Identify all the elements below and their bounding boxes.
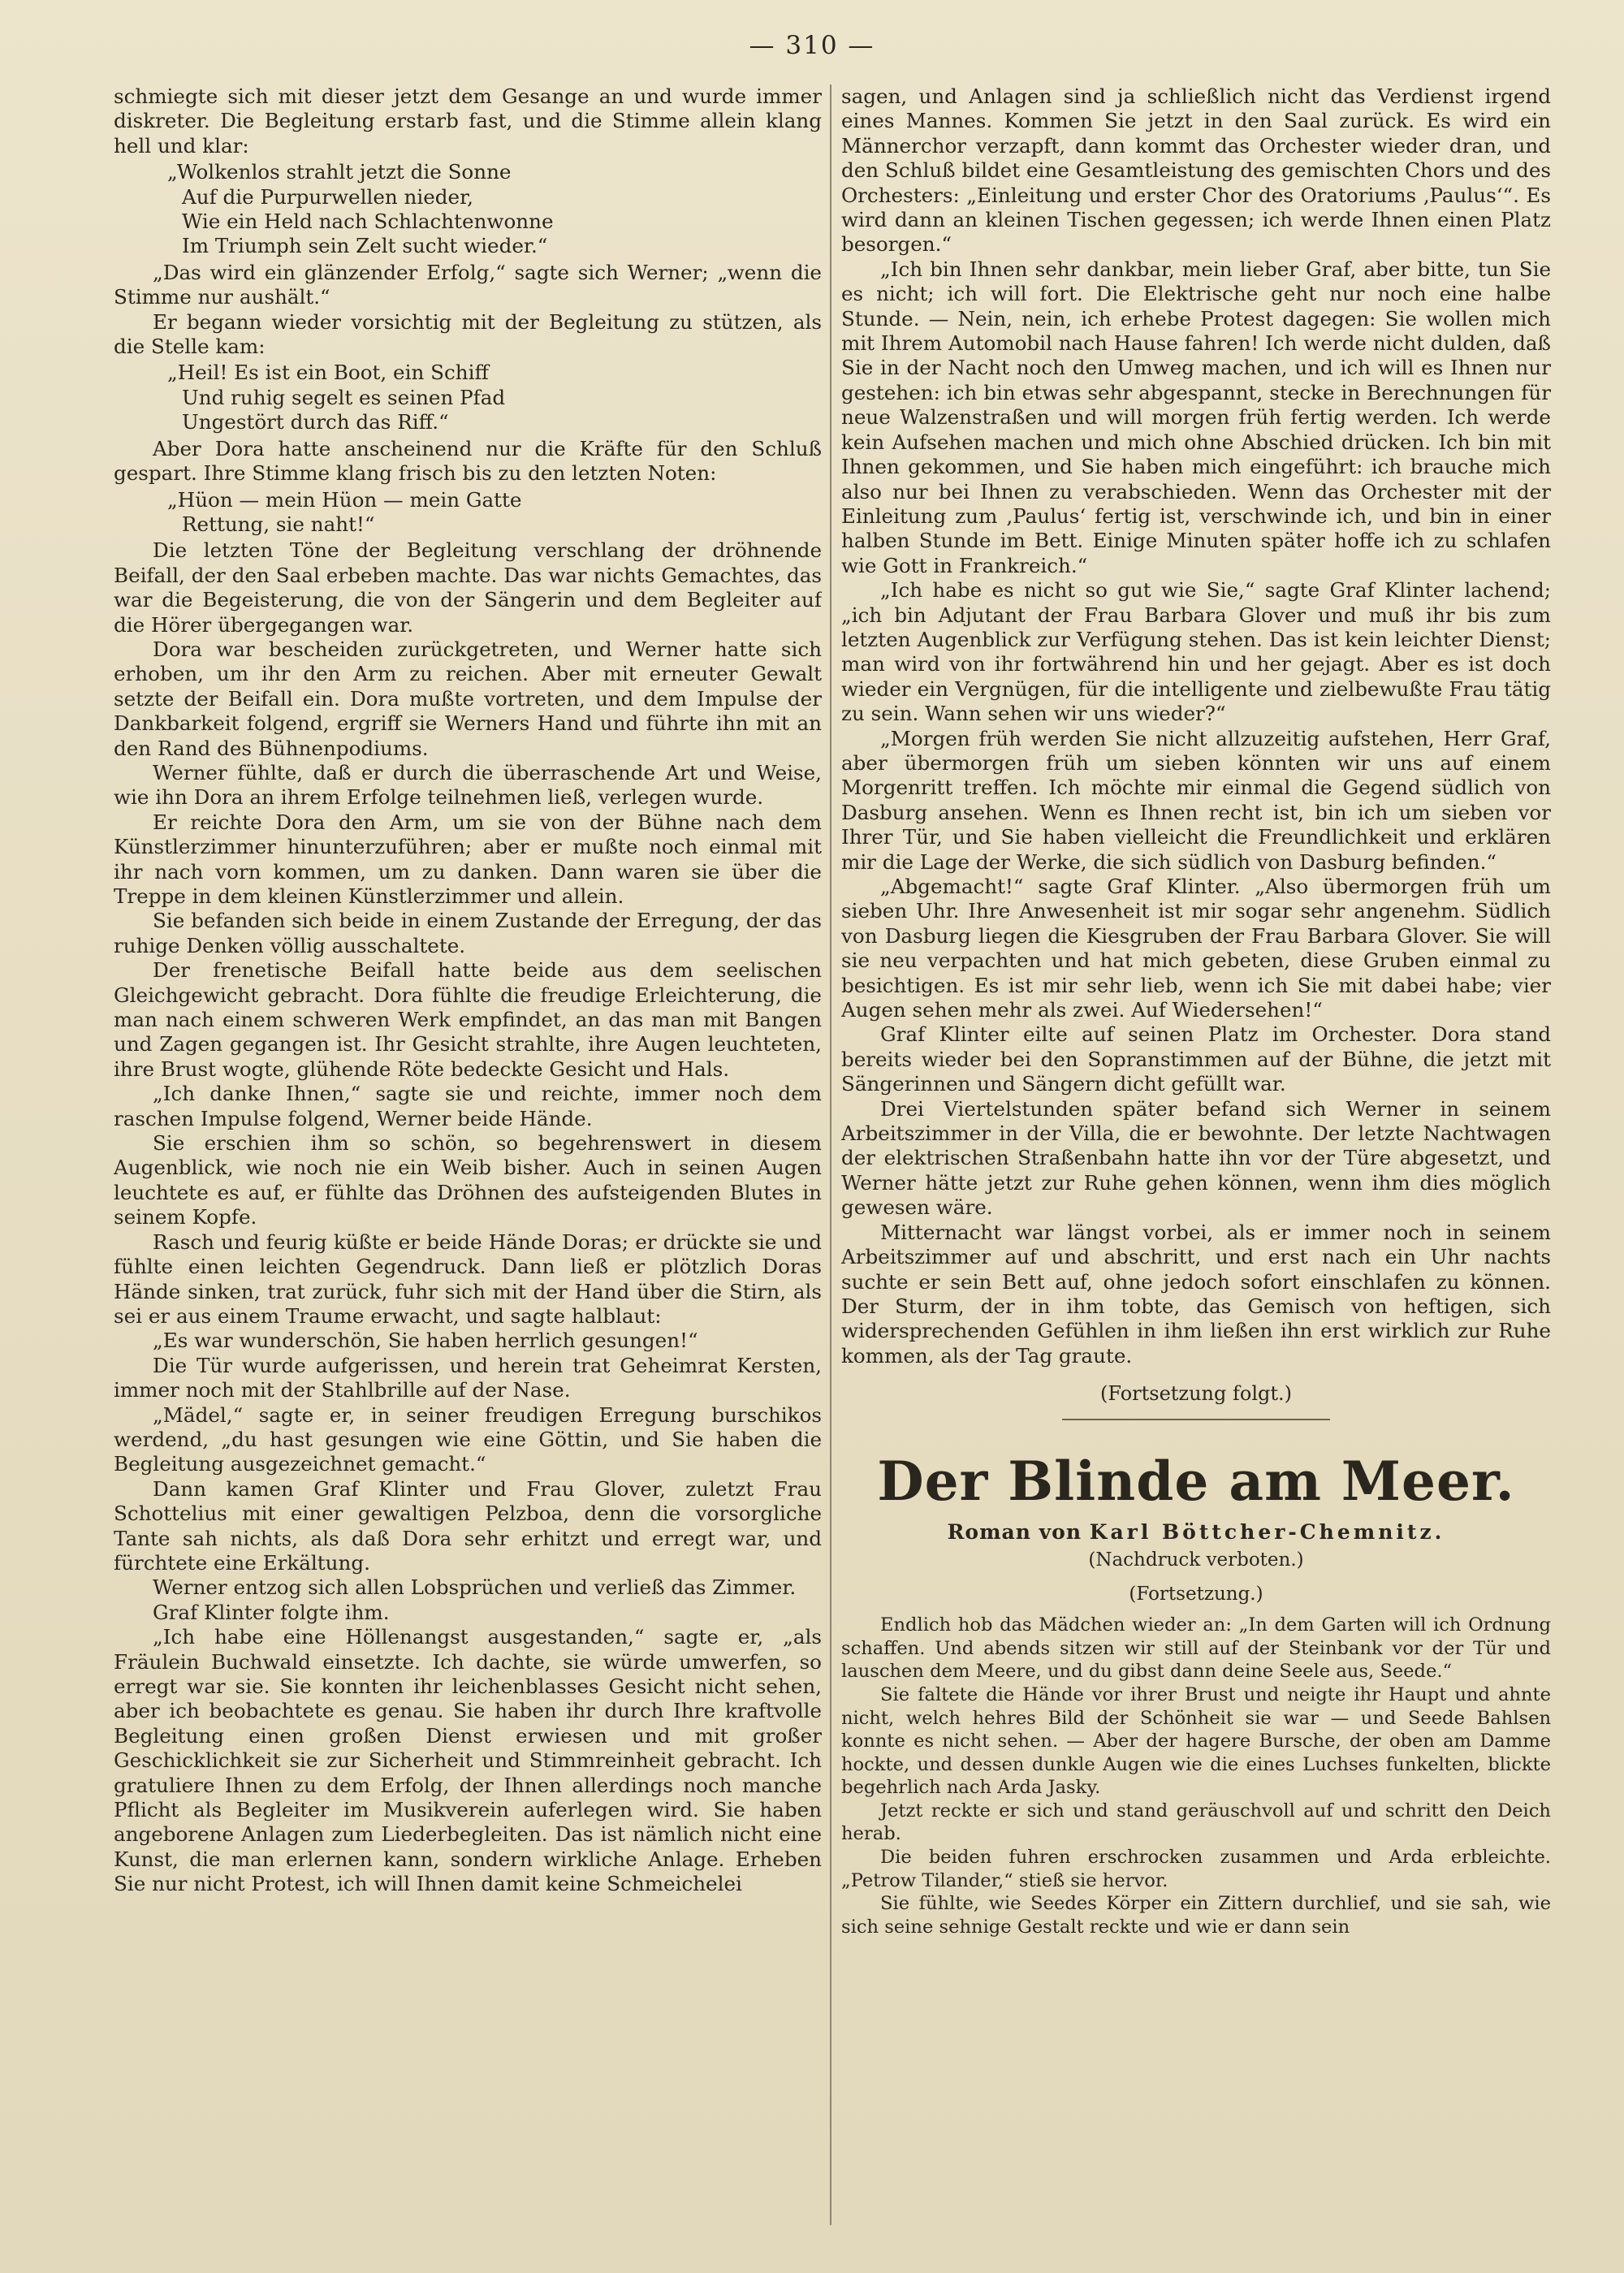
paragraph: „Ich bin Ihnen sehr dankbar, mein lieber Graf, aber bitte, tun Sie es nicht; ich will fort. Die Elektrische geht nur noch eine halbe Stunde. — Nein, nein, ich erhebe Protest dagegen: Sie wollen mich mit Ihrem Automobil nach Hause fahren! Ich werde nicht dulden, daß Sie in der Nacht noch den Umweg machen, und ich will es Ihnen nur gestehen: ich bin etwas sehr abgespannt, stecke in Berechnungen für neue Walzenstraßen und will morgen früh fertig werden. Ich werde kein Aufsehen machen und mich ohne Abschied drücken. Ich bin mit Ihnen gekommen, und Sie haben mich eingeführt: ich brauche mich also nur bei Ihnen zu verabschieden. Wenn das Orchester mit der Einleitung zum ‚Paulus‘ fertig ist, verschwinde ich, und bin in einer halben Stunde im Bett. Einige Minuten später hoffe ich zu schlafen wie Gott in Frankreich.“ <box>841 257 1551 577</box>
section-divider <box>1062 1419 1330 1420</box>
paragraph: Sie erschien ihm so schön, so begehrenswert in diesem Augenblick, wie noch nie ein Weib bisher. Auch in seinen Augen leuchtete es auf, er fühlte das Dröhnen des aufsteigenden Blutes in seinem Kopfe. <box>114 1131 822 1229</box>
paragraph: Mitternacht war längst vorbei, als er immer noch in seinem Arbeitszimmer auf und abschritt, und erst nach ein Uhr nachts suchte er sein Bett auf, ohne jedoch sofort einschlafen zu können. Der Sturm, der in ihm tobte, das Gemisch von heftigen, sich widersprechenden Gefühlen in ihm ließen ihn erst wirklich zur Ruhe kommen, als der Tag graute. <box>841 1220 1551 1368</box>
verse-line: Und ruhig segelt es seinen Pfad <box>182 385 506 409</box>
verse-line: „Heil! Es ist ein Boot, ein Schiff <box>167 361 489 385</box>
paragraph: „Morgen früh werden Sie nicht allzuzeitig aufstehen, Herr Graf, aber übermorgen früh um sieben könnten wir uns auf einem Morgenritt treffen. Ich möchte mir einmal die Gegend südlich von Dasburg ansehen. Wenn es Ihnen recht ist, bin ich um sieben vor Ihrer Tür, und Sie haben vielleicht die Freundlichkeit und erklären mir die Lage der Werke, die sich südlich von Dasburg befinden.“ <box>841 726 1551 874</box>
left-column <box>114 84 822 2245</box>
verse-block <box>114 160 822 259</box>
verse-line: Im Triumph sein Zelt sucht wieder.“ <box>182 234 548 258</box>
continued-note: (Fortsetzung folgt.) <box>1100 1382 1292 1406</box>
paragraph: Die letzten Töne der Begleitung verschlang der dröhnende Beifall, der den Saal erbeben machte. Das war nichts Gemachtes, das war die Begeisterung, die von der Sängerin und dem Begleiter auf die Hörer übergegangen war. <box>114 538 822 637</box>
paragraph: Dora war bescheiden zurückgetreten, und Werner hatte sich erhoben, um ihr den Arm zu reichen. Aber mit erneuter Gewalt setzte der Beifall ein. Dora mußte vortreten, und dem Impulse der Dankbarkeit folgend, ergriff sie Werners Hand und führte ihn mit an den Rand des Bühnenpodiums. <box>114 637 822 760</box>
story-paragraph: Endlich hob das Mädchen wieder an: „In dem Garten will ich Ordnung schaffen. Und abends sitzen wir still auf der Steinbank vor der Tür und lauschen dem Meere, und du gibst dann deine Seele aus, Seede.“ <box>841 1614 1551 1683</box>
continuation-label: (Fortsetzung.) <box>1129 1584 1263 1605</box>
reprint-note: (Nachdruck verboten.) <box>1088 1549 1304 1571</box>
story-byline <box>841 1519 1551 1545</box>
verse-block <box>114 361 822 434</box>
paragraph: Graf Klinter eilte auf seinen Platz im Orchester. Dora stand bereits wieder bei den Sopranstimmen auf der Bühne, die jetzt mit Sängerinnen und Sängern dicht gefüllt war. <box>841 1022 1551 1096</box>
story-paragraph: Jetzt reckte er sich und stand geräuschvoll auf und schritt den Deich herab. <box>841 1800 1551 1845</box>
verse-line: „Wolkenlos strahlt jetzt die Sonne <box>167 160 512 184</box>
paragraph: sagen, und Anlagen sind ja schließlich nicht das Verdienst irgend eines Mannes. Kommen Sie jetzt in den Saal zurück. Es wird ein Männerchor verzapft, dann kommt das Orchester wieder dran, und den Schluß bildet eine Gesamtleistung des gemischten Chors und des Orchesters: „Einleitung und erster Chor des Oratoriums ‚Paulus‘“. Es wird dann an kleinen Tischen gegessen; ich werde Ihnen einen Platz besorgen.“ <box>841 84 1551 257</box>
paragraph: „Ich danke Ihnen,“ sagte sie und reichte, immer noch dem raschen Impulse folgend, Werner beide Hände. <box>114 1082 822 1130</box>
verse-line: „Hüon — mein Hüon — mein Gatte <box>167 487 522 512</box>
story-body <box>841 1614 1551 1938</box>
paragraph: „Ich habe es nicht so gut wie Sie,“ sagte Graf Klinter lachend; „ich bin Adjutant der Frau Barbara Glover und muß ihr bis zum letzten Augenblick zur Verfügung stehen. Das ist kein leichter Dienst; man wird von ihr fortwährend hin und her gejagt. Aber es ist doch wieder ein Vergnügen, für die intelligente und zielbewußte Frau tätig zu sein. Wann sehen wir uns wieder?“ <box>841 578 1551 726</box>
paragraph: Sie befanden sich beide in einem Zustande der Erregung, der das ruhige Denken völlig ausschaltete. <box>114 909 822 957</box>
paragraph: „Das wird ein glänzender Erfolg,“ sagte sich Werner; „wenn die Stimme nur aushält.“ <box>114 260 822 309</box>
verse-line: Rettung, sie naht!“ <box>182 512 375 536</box>
author-name: Karl Böttcher-Chemnitz. <box>1089 1520 1445 1545</box>
paragraph: Er begann wieder vorsichtig mit der Begleitung zu stützen, als die Stelle kam: <box>114 309 822 359</box>
verse-block <box>114 488 822 538</box>
verse-line: Wie ein Held nach Schlachtenwonne <box>182 210 554 234</box>
paragraph: Er reichte Dora den Arm, um sie von der Bühne nach dem Künstlerzimmer hinunterzuführen; aber er mußte noch einmal mit ihr nach vorn kommen, um zu danken. Dann waren sie über die Treppe in dem kleinen Künstlerzimmer und allein. <box>114 810 822 908</box>
verse-line: Auf die Purpurwellen nieder, <box>182 184 473 209</box>
paragraph: Dann kamen Graf Klinter und Frau Glover, zuletzt Frau Schottelius mit einer gewaltigen Pelzboa, denn die vorsorgliche Tante sah nichts, als daß Dora sehr erhitzt und erregt war, und fürchtete eine Erkältung. <box>114 1476 822 1575</box>
paragraph: Graf Klinter folgte ihm. <box>153 1600 390 1624</box>
paragraph: Die Tür wurde aufgerissen, und herein trat Geheimrat Kersten, immer noch mit der Stahlbrille auf der Nase. <box>114 1353 822 1402</box>
paragraph: „Ich habe eine Höllenangst ausgestanden,“ sagte er, „als Fräulein Buchwald einsetzte. Ich dachte, sie würde umwerfen, so erregt war sie. Sie konnten ihr leichenblasses Gesicht nicht sehen, aber ich beobachtete es genau. Sie haben ihr durch Ihre kraftvolle Begleitung einen großen Dienst erwiesen und mit großer Geschicklichkeit sie zur Sicherheit und Stimmreinheit gebracht. Ich gratuliere Ihnen zu dem Erfolg, der Ihnen allerdings noch manche Pflicht als Begleiter im Musikverein auferlegen wird. Sie haben angeborene Anlagen zum Liederbegleiten. Das ist nämlich nicht eine Kunst, die man erlernen kann, sondern wirkliche Anlage. Erheben Sie nur nicht Protest, ich will Ihnen damit keine Schmeichelei <box>114 1625 822 1896</box>
paragraph: „Es war wunderschön, Sie haben herrlich gesungen!“ <box>153 1329 698 1353</box>
column-divider <box>830 84 831 2225</box>
paragraph: Der frenetische Beifall hatte beide aus dem seelischen Gleichgewicht gebracht. Dora fühlte die freudige Erleichterung, die man nach einem schweren Werk empfindet, an das man mit Bangen und Zagen gegangen ist. Ihr Gesicht strahlte, ihre Augen leuchteten, ihre Brust wogte, glühende Röte bedeckte Gesicht und Hals. <box>114 958 822 1081</box>
paragraph: schmiegte sich mit dieser jetzt dem Gesange an und wurde immer diskreter. Die Begleitung erstarb fast, und die Stimme allein klang hell und klar: <box>114 84 822 158</box>
paragraph: „Abgemacht!“ sagte Graf Klinter. „Also übermorgen früh um sieben Uhr. Ihre Anwesenheit ist mir sogar sehr angenehm. Südlich von Dasburg liegen die Kiesgruben der Frau Barbara Glover. Sie will sie neu verpachten und hat mich gebeten, diese Gruben einmal zu besichtigen. Es ist mir sehr lieb, wenn ich Sie mit dabei habe; vier Augen sehen mehr als zwei. Auf Wiedersehen!“ <box>841 875 1551 1022</box>
right-column <box>841 84 1551 2245</box>
story-paragraph: Sie fühlte, wie Seedes Körper ein Zittern durchlief, und sie sah, wie sich seine sehnige Gestalt reckte und wie er dann sein <box>841 1893 1551 1938</box>
paragraph: Werner fühlte, daß er durch die überraschende Art und Weise, wie ihn Dora an ihrem Erfolge teilnehmen ließ, verlegen wurde. <box>114 760 822 810</box>
novel-continuation <box>841 84 1551 1368</box>
story-paragraph: Die beiden fuhren erschrocken zusammen und Arda erbleichte. „Petrow Tilander,“ stieß sie hervor. <box>841 1847 1551 1891</box>
paragraph: Drei Viertelstunden später befand sich Werner in seinem Arbeitszimmer in der Villa, die er bewohnte. Der letzte Nachtwagen der elektrischen Straßenbahn hatte ihn vor der Türe abgesetzt, und Werner hätte jetzt zur Ruhe gehen können, wenn ihm dies möglich gewesen wäre. <box>841 1096 1551 1220</box>
paragraph: Werner entzog sich allen Lobsprüchen und verließ das Zimmer. <box>153 1575 797 1600</box>
paragraph: Rasch und feurig küßte er beide Hände Doras; er drückte sie und fühlte einen leichten Gegendruck. Dann ließ er plötzlich Doras Hände sinken, trat zurück, fuhr sich mit der Hand über die Stirn, als sei er aus einem Traume erwacht, und sagte halblaut: <box>114 1229 822 1328</box>
paragraph: Aber Dora hatte anscheinend nur die Kräfte für den Schluß gespart. Ihre Stimme klang frisch bis zu den letzten Noten: <box>114 436 822 486</box>
verse-line: Ungestört durch das Riff.“ <box>182 410 449 434</box>
story-title: Der Blinde am Meer. <box>877 1450 1515 1514</box>
story-paragraph: Sie faltete die Hände vor ihrer Brust und neigte ihr Haupt und ahnte nicht, welch hehres Bild der Schönheit sie war — und Seede Bahlsen konnte es nicht sehen. — Aber der hagere Bursche, der oben am Damme hockte, und dessen dunkle Augen wie die eines Luchses funkelten, blickte begehrlich nach Arda Jasky. <box>841 1683 1551 1799</box>
byline-prefix: Roman von <box>947 1520 1082 1545</box>
page-number: — 310 — <box>749 31 875 60</box>
paragraph: „Mädel,“ sagte er, in seiner freudigen Erregung burschikos werdend, „du hast gesungen wie eine Göttin, und Sie haben die Begleitung ausgezeichnet gemacht.“ <box>114 1402 822 1476</box>
